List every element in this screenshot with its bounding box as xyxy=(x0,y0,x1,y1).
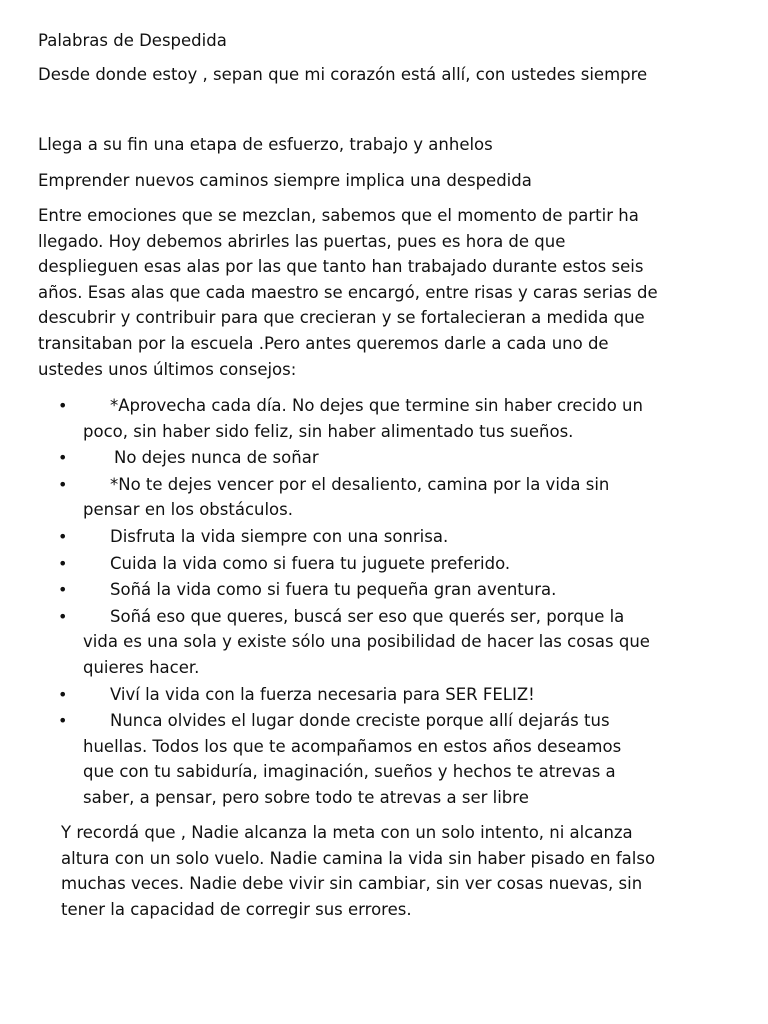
list-item-text: quieres hacer. xyxy=(83,657,200,677)
closing-line: altura con un solo vuelo. Nadie camina la vida sin haber pisado en falso xyxy=(61,848,656,868)
list-item-text: *No te dejes vencer por el desaliento, camina por la vida sin xyxy=(110,474,610,494)
bullet-icon: • xyxy=(58,526,68,546)
bullet-icon: • xyxy=(58,474,68,494)
closing-line: Y recordá que , Nadie alcanza la meta con un solo intento, ni alcanza xyxy=(61,823,633,842)
closing-paragraph xyxy=(61,820,655,922)
paragraph-line: transitaban por la escuela .Pero antes queremos darle a cada uno de xyxy=(38,333,609,353)
list-item-text: que con tu sabiduría, imaginación, sueños y hechos te atrevas a xyxy=(83,762,616,782)
list-item-text: pensar en los obstáculos. xyxy=(83,500,293,520)
list-item-text: No dejes nunca de soñar xyxy=(114,448,319,468)
paragraph-line: Entre emociones que se mezclan, sabemos que el momento de partir ha xyxy=(38,206,639,225)
list-item-text: Disfruta la vida siempre con una sonrisa. xyxy=(110,526,449,546)
body-paragraph xyxy=(38,203,728,382)
list-item xyxy=(0,472,768,523)
list-item xyxy=(0,393,768,444)
list-item-text: poco, sin haber sido feliz, sin haber alimentado tus sueños. xyxy=(83,421,574,441)
list-item-text: huellas. Todos los que te acompañamos en estos años deseamos xyxy=(83,736,622,756)
list-item-text: Cuida la vida como si fuera tu juguete preferido. xyxy=(110,553,511,573)
document-title: Palabras de Despedida xyxy=(38,31,227,50)
closing-line: tener la capacidad de corregir sus errores. xyxy=(61,899,412,919)
bullet-icon: • xyxy=(58,606,68,626)
list-item-text: Viví la vida con la fuerza necesaria para SER FELIZ! xyxy=(110,684,535,704)
paragraph-line: ustedes unos últimos consejos: xyxy=(38,359,297,379)
bullet-icon: • xyxy=(58,684,68,704)
closing-line: muchas veces. Nadie debe vivir sin cambiar, sin ver cosas nuevas, sin xyxy=(61,874,643,894)
paragraph-line: años. Esas alas que cada maestro se encargó, entre risas y caras serias de xyxy=(38,282,658,302)
list-item xyxy=(0,604,768,681)
list-item xyxy=(0,445,768,471)
list-item-text: *Aprovecha cada día. No dejes que termine sin haber crecido un xyxy=(110,396,643,415)
list-item-text: Nunca olvides el lugar donde creciste porque allí dejarás tus xyxy=(110,711,610,731)
document-subtitle: Desde donde estoy , sepan que mi corazón está allí, con ustedes siempre xyxy=(38,65,648,84)
paragraph-line: descubrir y contribuir para que crecieran y se fortalecieran a medida que xyxy=(38,308,645,328)
list-item-text: vida es una sola y existe sólo una posibilidad de hacer las cosas que xyxy=(83,632,650,652)
bullet-icon: • xyxy=(58,396,68,415)
bullet-icon: • xyxy=(58,553,68,573)
bullet-icon: • xyxy=(58,448,68,468)
bullet-icon: • xyxy=(58,711,68,731)
advice-list xyxy=(0,393,768,812)
paragraph-line: llegado. Hoy debemos abrirles las puertas, pues es hora de que xyxy=(38,231,566,251)
intro-line-1: Llega a su fin una etapa de esfuerzo, trabajo y anhelos xyxy=(38,135,493,154)
paragraph-line: desplieguen esas alas por las que tanto han trabajado durante estos seis xyxy=(38,257,644,277)
list-item xyxy=(0,577,768,603)
list-item-text: Soñá la vida como si fuera tu pequeña gran aventura. xyxy=(110,580,557,600)
bullet-icon: • xyxy=(58,580,68,600)
intro-line-2: Emprender nuevos caminos siempre implica una despedida xyxy=(38,171,532,190)
list-item xyxy=(0,551,768,577)
list-item-text: Soñá eso que queres, buscá ser eso que querés ser, porque la xyxy=(110,606,625,626)
list-item-text: saber, a pensar, pero sobre todo te atrevas a ser libre xyxy=(83,787,529,807)
list-item xyxy=(0,708,768,810)
list-item xyxy=(0,682,768,708)
list-item xyxy=(0,524,768,550)
